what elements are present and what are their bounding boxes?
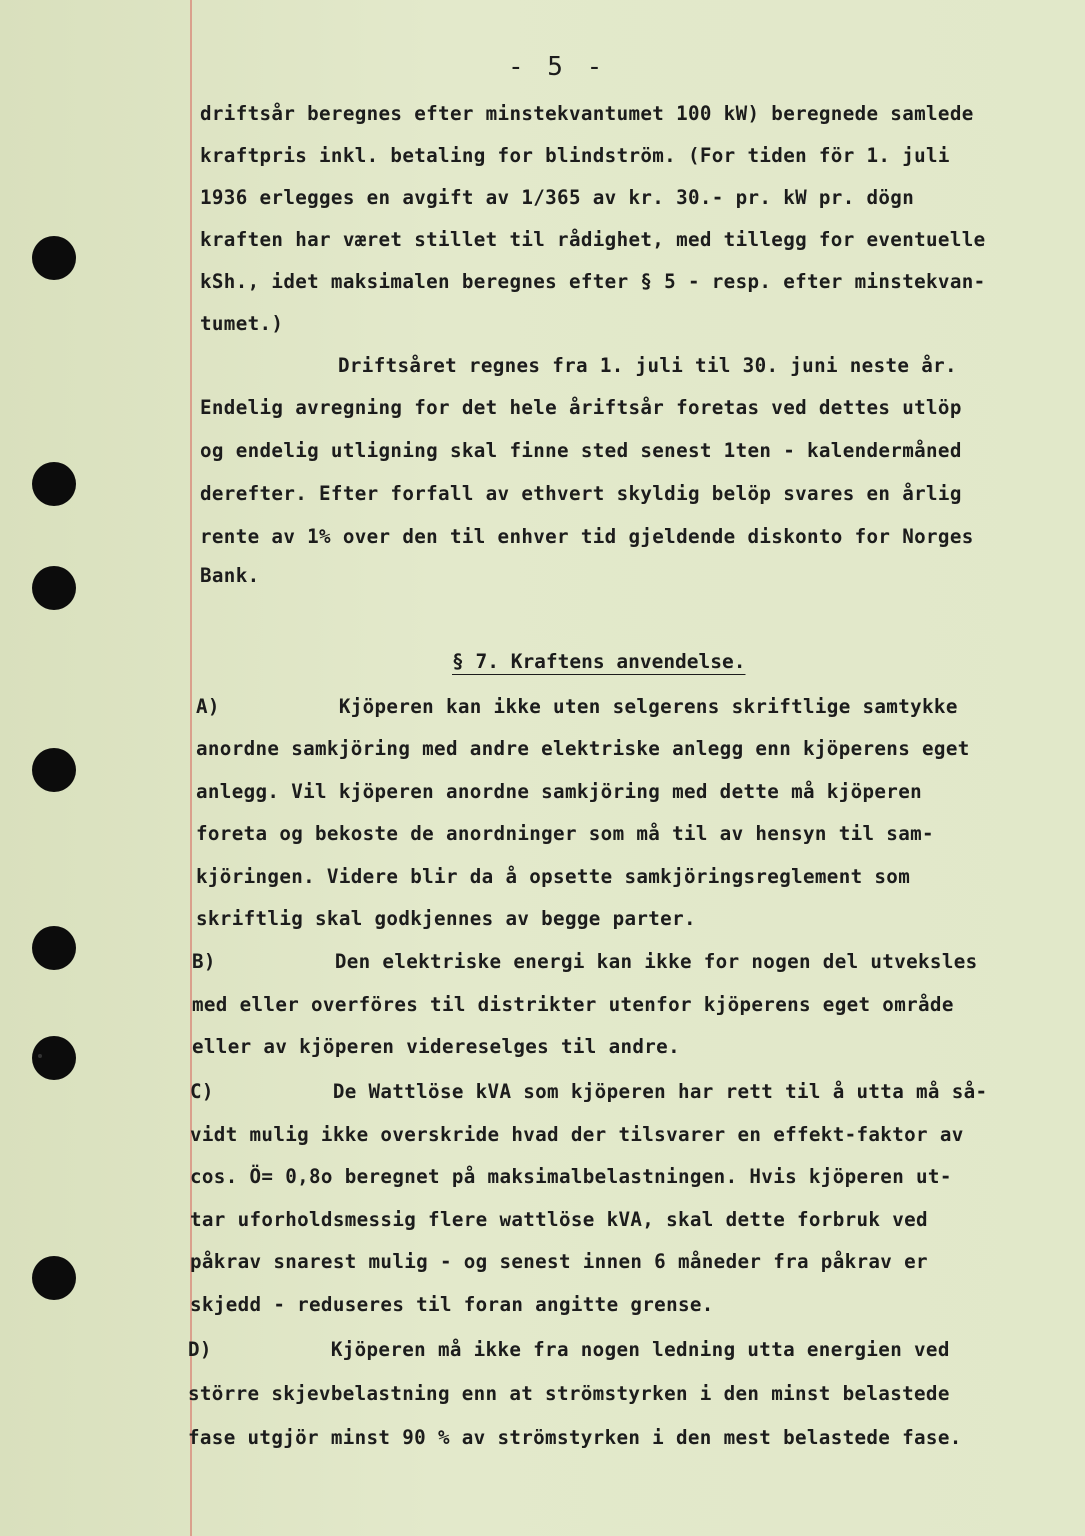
punch-hole xyxy=(32,926,76,970)
text-line: fase utgjör minst 90 % av strömstyrken i den mest belastede fase. xyxy=(188,1426,962,1449)
text-line: skjedd - reduseres til foran angitte grense. xyxy=(190,1293,714,1316)
text-line: skriftlig skal godkjennes av begge parter. xyxy=(196,907,696,930)
text-line: tumet.) xyxy=(200,312,284,335)
punch-hole xyxy=(32,462,76,506)
text-line: med eller overföres til distrikter utenfor kjöperens eget område xyxy=(192,993,954,1016)
speck xyxy=(38,1054,42,1058)
text-line: og endelig utligning skal finne sted senest 1ten - kalendermåned xyxy=(200,439,962,462)
text-line: kraften har været stillet til rådighet, med tillegg for eventuelle xyxy=(200,228,986,251)
punch-hole xyxy=(32,1256,76,1300)
text-line: eller av kjöperen videreselges til andre. xyxy=(192,1035,680,1058)
text-line: tar uforholdsmessig flere wattlöse kVA, skal dette forbruk ved xyxy=(190,1208,928,1231)
text-line: D) Kjöperen må ikke fra nogen ledning utta energien ved xyxy=(188,1338,950,1361)
text-line: kSh., idet maksimalen beregnes efter § 5 - resp. efter minstekvan- xyxy=(200,270,986,293)
section-heading: § 7. Kraftens anvendelse. xyxy=(452,650,746,673)
text-line: cos. Ö= 0,8o beregnet på maksimalbelastningen. Hvis kjöperen ut- xyxy=(190,1165,952,1188)
text-line: A) Kjöperen kan ikke uten selgerens skriftlige samtykke xyxy=(196,695,958,718)
text-line: kraftpris inkl. betaling for blindström. (For tiden för 1. juli xyxy=(200,144,950,167)
text-line: anlegg. Vil kjöperen anordne samkjöring med dette må kjöperen xyxy=(196,780,923,803)
text-line: rente av 1% over den til enhver tid gjeldende diskonto for Norges xyxy=(200,525,974,548)
text-line: C) De Wattlöse kVA som kjöperen har rett til å utta må så- xyxy=(190,1080,988,1103)
punch-hole xyxy=(32,748,76,792)
text-line: vidt mulig ikke overskride hvad der tilsvarer en effekt-faktor av xyxy=(190,1123,964,1146)
punch-hole xyxy=(32,1036,76,1080)
text-line: Bank. xyxy=(200,564,260,587)
text-line: Driftsåret regnes fra 1. juli til 30. juni neste år. xyxy=(338,354,957,377)
text-line: Endelig avregning for det hele åriftsår foretas ved dettes utlöp xyxy=(200,396,962,419)
text-line: 1936 erlegges en avgift av 1/365 av kr. 30.- pr. kW pr. dögn xyxy=(200,186,915,209)
text-line: derefter. Efter forfall av ethvert skyldig belöp svares en årlig xyxy=(200,482,962,505)
text-line: foreta og bekoste de anordninger som må til av hensyn til sam- xyxy=(196,822,934,845)
text-line: större skjevbelastning enn at strömstyrken i den minst belastede xyxy=(188,1382,950,1405)
text-line: kjöringen. Videre blir da å opsette samkjöringsreglement som xyxy=(196,865,911,888)
text-line: anordne samkjöring med andre elektriske anlegg enn kjöperens eget xyxy=(196,737,970,760)
punch-hole xyxy=(32,236,76,280)
text-line: påkrav snarest mulig - og senest innen 6 måneder fra påkrav er xyxy=(190,1250,928,1273)
punch-hole xyxy=(32,566,76,610)
text-line: driftsår beregnes efter minstekvantumet 100 kW) beregnede samlede xyxy=(200,102,974,125)
text-line: B) Den elektriske energi kan ikke for nogen del utveksles xyxy=(192,950,978,973)
page-number: - 5 - xyxy=(508,52,607,82)
